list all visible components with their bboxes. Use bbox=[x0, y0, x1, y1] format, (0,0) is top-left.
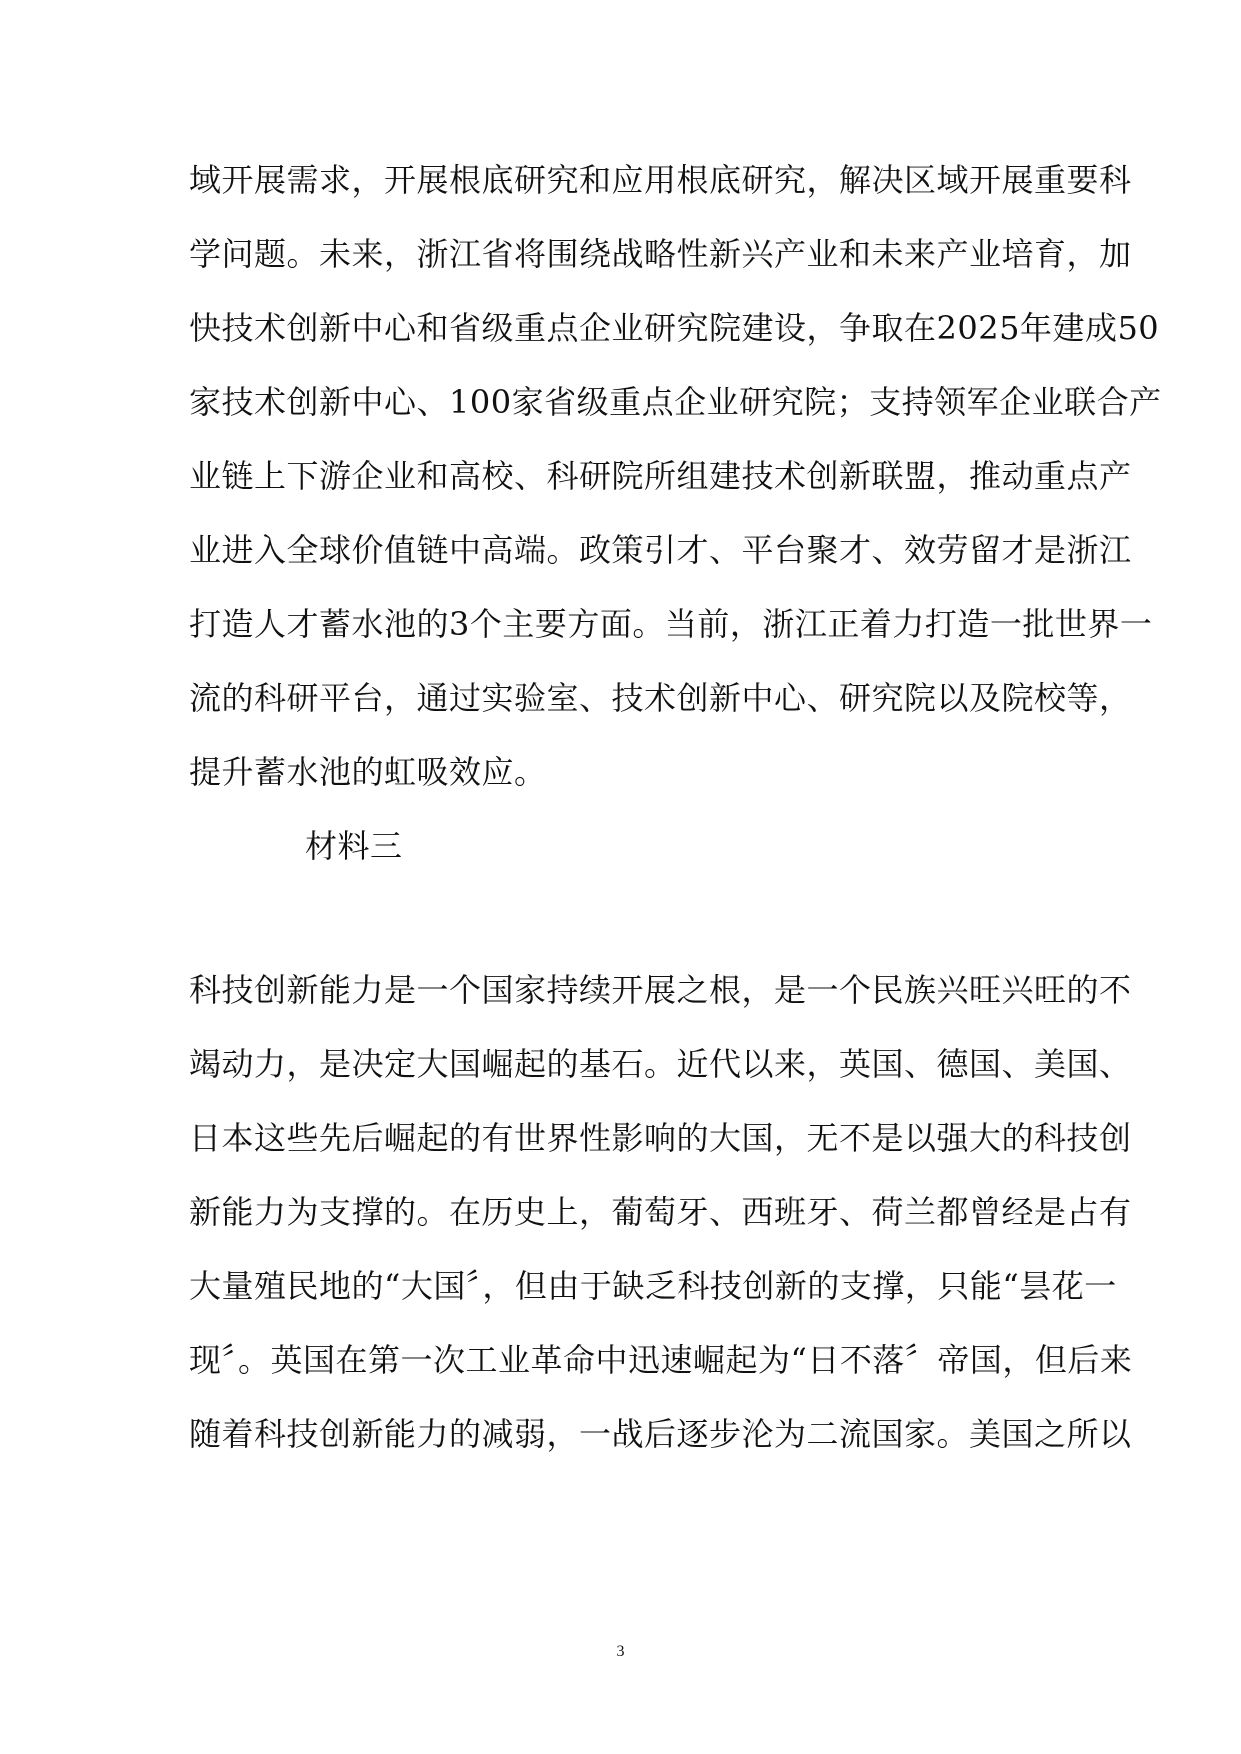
section-heading: 材料三 bbox=[305, 827, 403, 865]
paragraph-1-line: 业进入全球价值链中高端。政策引才、平台聚才、效劳留才是浙江 bbox=[189, 531, 1132, 569]
paragraph-1-line: 业链上下游企业和高校、科研院所组建技术创新联盟，推动重点产 bbox=[189, 457, 1132, 495]
paragraph-2-line: 新能力为支撑的。在历史上，葡萄牙、西班牙、荷兰都曾经是占有 bbox=[189, 1193, 1132, 1231]
paragraph-1-line: 流的科研平台，通过实验室、技术创新中心、研究院以及院校等， bbox=[189, 679, 1132, 717]
paragraph-2-line: 日本这些先后崛起的有世界性影响的大国，无不是以强大的科技创 bbox=[189, 1119, 1132, 1157]
paragraph-1-line: 学问题。未来，浙江省将围绕战略性新兴产业和未来产业培育，加 bbox=[189, 235, 1132, 273]
paragraph-1-line: 打造人才蓄水池的3个主要方面。当前，浙江正着力打造一批世界一 bbox=[189, 605, 1153, 643]
paragraph-1-line: 提升蓄水池的虹吸效应。 bbox=[189, 753, 547, 791]
paragraph-1-line: 家技术创新中心、100家省级重点企业研究院；支持领军企业联合产 bbox=[189, 383, 1162, 421]
paragraph-2-line: 大量殖民地的“大国〞，但由于缺乏科技创新的支撑，只能“昙花一 bbox=[189, 1267, 1117, 1305]
paragraph-2-line: 竭动力，是决定大国崛起的基石。近代以来，英国、德国、美国、 bbox=[189, 1045, 1132, 1083]
paragraph-1-line: 快技术创新中心和省级重点企业研究院建设，争取在2025年建成50 bbox=[189, 309, 1160, 347]
paragraph-2-line: 现〞。英国在第一次工业革命中迅速崛起为“日不落〞帝国，但后来 bbox=[189, 1341, 1133, 1379]
paragraph-2-line: 科技创新能力是一个国家持续开展之根，是一个民族兴旺兴旺的不 bbox=[189, 971, 1132, 1009]
paragraph-1-line: 域开展需求，开展根底研究和应用根底研究，解决区域开展重要科 bbox=[189, 161, 1132, 199]
page-number: 3 bbox=[616, 1643, 625, 1660]
paragraph-2-line: 随着科技创新能力的减弱，一战后逐步沦为二流国家。美国之所以 bbox=[189, 1415, 1132, 1453]
